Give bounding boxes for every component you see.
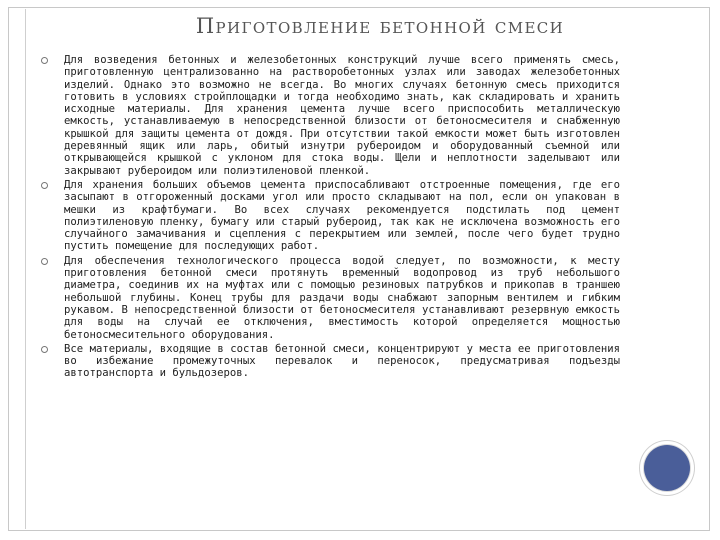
bullet-circle-icon xyxy=(41,57,48,64)
bullet-list xyxy=(40,54,620,380)
bullet-circle-icon xyxy=(41,182,48,189)
bullet-item-1 xyxy=(40,54,620,177)
decorative-circle-icon xyxy=(644,445,690,491)
slide-title: Приготовление бетонной смеси xyxy=(195,14,565,38)
slide-side-rule xyxy=(25,9,26,529)
bullet-circle-icon xyxy=(41,346,48,353)
bullet-text: Все материалы, входящие в состав бетонной смеси, концентрируют у места ее приготовления во избежание промежуточных перевалок и переносок, предусматривая подъезды автотранспорта и бульдозеров. xyxy=(64,342,620,380)
bullet-circle-icon xyxy=(41,258,48,265)
slide-content xyxy=(40,54,620,382)
bullet-item-2 xyxy=(40,179,620,253)
bullet-text: Для возведения бетонных и железобетонных конструкций лучше всего применять смесь, приготовленную централизованно на растворобетонных узлах или заводах железобетонных изделий. Однако это возможно не всегда. Во многих случаях бетонную смесь приходится готовить в условиях стройплощадки и тогда необходимо знать, как складировать и хранить исходные материалы. Для хранения цемента лучше всего приспособить металлическую емкость, устанавливаемую в непосредственной близости от бетоносмесителя и снабженную крышкой для защиты цемента от дождя. При отсутствии такой емкости может быть изготовлен деревянный ящик или ларь, обитый изнутри рубероидом и оборудованный съемной или открывающейся крышкой с уклоном для стока воды. Щели и неплотности заделывают или закрывают рубероидом или полиэтиленовой пленкой. xyxy=(64,54,620,177)
bullet-text: Для обеспечения технологического процесса водой следует, по возможности, к месту приготовления бетонной смеси протянуть временный водопровод из труб небольшого диаметра, соединив их на муфтах или с помощью резиновых патрубков и прикопав в траншею небольшой глубины. Конец трубы для раздачи воды снабжают запорным вентилем и гибким рукавом. В непосредственной близости от бетоносмесителя устанавливают резервную емкость для воды на случай ее отключения, вместимость которой определяется мощностью бетоносмесительного оборудования. xyxy=(64,254,620,341)
bullet-text: Для хранения больших объемов цемента приспосабливают отстроенные помещения, где его засыпают в отгороженный досками угол или просто складывают на пол, если он упакован в мешки из крафтбумаги. Во всех случаях рекомендуется подстилать под цемент полиэтиленовую пленку, бумагу или старый рубероид, так как не исключена возможность его случайного замачивания и сцепления с перекрытием или землей, после чего будет трудно пустить помещение для последующих работ. xyxy=(64,178,620,253)
bullet-item-4 xyxy=(40,343,620,380)
bullet-item-3 xyxy=(40,255,620,341)
